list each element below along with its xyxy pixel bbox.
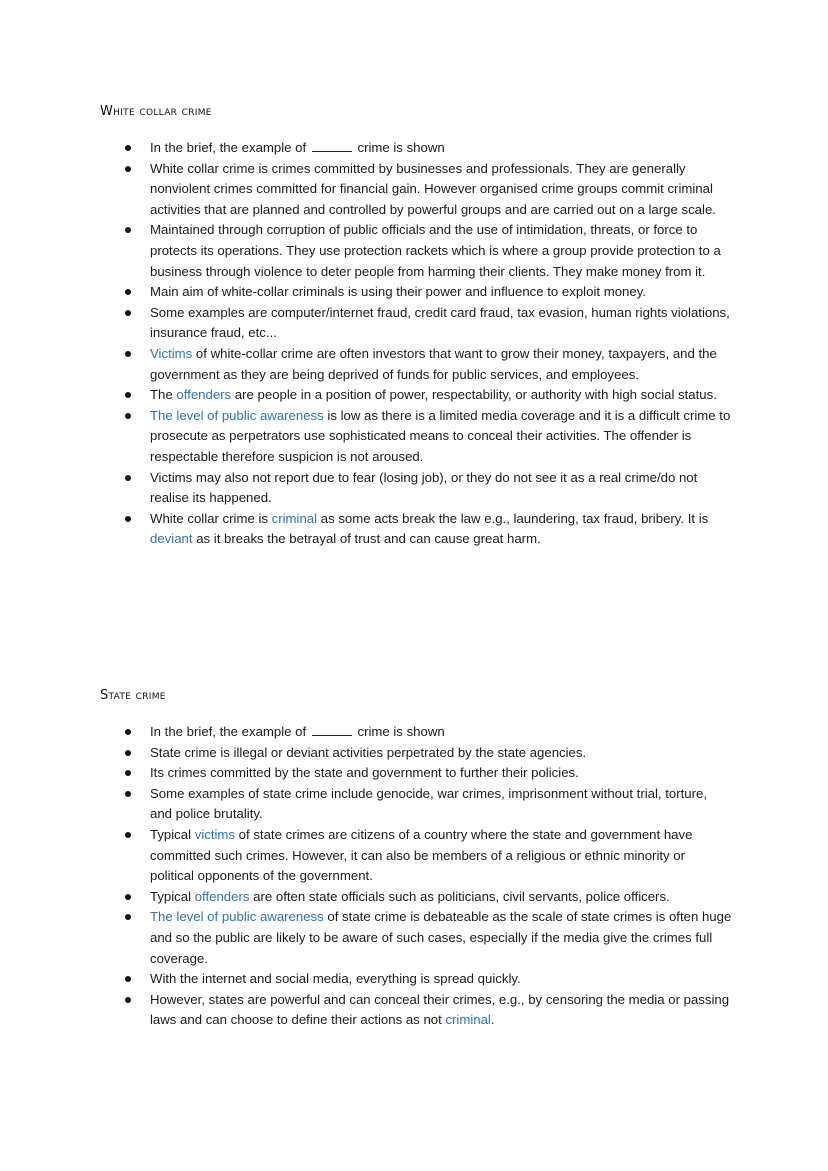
bullet-item — [122, 969, 732, 990]
bullet-dot-icon — [125, 289, 131, 295]
bullet-text: crime is shown — [353, 724, 445, 739]
bullet-dot-icon — [125, 310, 131, 316]
bullet-text: are people in a position of power, respectability, or authority with high social status. — [231, 387, 717, 403]
bullet-item — [122, 825, 732, 887]
bullet-text: White collar crime is — [150, 510, 272, 526]
bullet-dot-icon — [125, 166, 131, 172]
bullet-text: as it breaks the betrayal of trust and can cause great harm. — [192, 531, 541, 547]
bullet-dot-icon — [125, 997, 131, 1003]
bullet-text: White collar crime is crimes committed by businesses and professionals. They are generally nonviolent crimes committed for financial gain. However organised crime groups commit criminal activities that are planned and controlled by powerful groups and are carried out on a large scale. — [150, 160, 716, 217]
bullet-dot-icon — [125, 351, 131, 357]
bullet-item — [122, 303, 732, 344]
bullet-dot-icon — [125, 770, 131, 776]
bullet-text: crime is shown — [353, 140, 445, 155]
highlighted-term: criminal — [445, 1012, 491, 1028]
bullet-text: of state crimes are citizens of a country where the state and government have committed such crimes. However, it can also be members of a religious or ethnic minority or political opponents of the government. — [150, 826, 693, 884]
bullet-dot-icon — [125, 413, 131, 419]
bullet-text: Typical — [150, 888, 195, 904]
bullet-item — [122, 406, 732, 468]
bullet-item — [122, 763, 732, 784]
bullet-item — [122, 385, 732, 406]
bullet-dot-icon — [125, 976, 131, 982]
bullet-text: Some examples are computer/internet fraud, credit card fraud, tax evasion, human rights violations, insurance fraud, etc... — [150, 304, 730, 341]
bullet-item — [122, 907, 732, 969]
highlighted-term: offenders — [176, 387, 232, 403]
bullet-dot-icon — [125, 145, 131, 151]
bullet-dot-icon — [125, 894, 131, 900]
bullet-text: . — [490, 1012, 495, 1028]
bullet-text: Some examples of state crime include genocide, war crimes, imprisonment without trial, torture, and police brutality. — [150, 785, 708, 822]
white-collar-heading: White collar crime — [100, 104, 212, 119]
bullet-item — [122, 743, 732, 764]
highlighted-term: deviant — [150, 531, 193, 547]
highlighted-term: The level of public awareness — [150, 909, 324, 925]
highlighted-term: The level of public awareness — [150, 407, 324, 423]
bullet-dot-icon — [125, 227, 131, 233]
bullet-text: Victims may also not report due to fear (losing job), or they do not see it as a real crime/do not realise its happened. — [150, 469, 698, 506]
bullet-text: Main aim of white-collar criminals is using their power and influence to exploit money. — [150, 284, 646, 300]
bullet-text: Its crimes committed by the state and government to further their policies. — [150, 765, 579, 781]
highlighted-term: criminal — [271, 510, 318, 526]
bullet-dot-icon — [125, 791, 131, 797]
bullet-item — [122, 344, 732, 385]
bullet-item — [122, 784, 732, 825]
bullet-text: are often state officials such as politicians, civil servants, police officers. — [249, 888, 670, 904]
highlighted-term: offenders — [194, 888, 250, 904]
highlighted-term: victims — [194, 826, 236, 842]
bullet-dot-icon — [125, 392, 131, 398]
bullet-item — [122, 722, 732, 743]
bullet-dot-icon — [125, 832, 131, 838]
bullet-text: However, states are powerful and can conceal their crimes, e.g., by censoring the media or passing laws and can choose to define their actions as not — [150, 991, 730, 1028]
bullet-dot-icon — [125, 914, 131, 920]
fill-in-blank — [312, 723, 352, 736]
state-crime-bullet-list — [122, 722, 732, 1031]
highlighted-term: Victims — [150, 345, 193, 361]
white-collar-bullet-list — [122, 138, 732, 550]
bullet-item — [122, 509, 732, 550]
bullet-item — [122, 159, 732, 221]
bullet-item — [122, 468, 732, 509]
bullet-dot-icon — [125, 475, 131, 481]
bullet-text: The — [150, 387, 177, 403]
bullet-text: of state crime is debateable as the scale of state crimes is often huge and so the public are likely to be aware of such cases, especially if the media give the crimes full coverage. — [150, 909, 732, 966]
bullet-text: as some acts break the law e.g., laundering, tax fraud, bribery. It is — [317, 510, 709, 526]
bullet-item — [122, 220, 732, 282]
bullet-item — [122, 887, 732, 908]
bullet-item — [122, 990, 732, 1031]
bullet-text: State crime is illegal or deviant activities perpetrated by the state agencies. — [150, 744, 587, 760]
bullet-dot-icon — [125, 750, 131, 756]
bullet-text: Typical — [150, 826, 195, 842]
bullet-text: In the brief, the example of — [150, 724, 310, 739]
state-crime-heading: State crime — [100, 688, 166, 703]
fill-in-blank — [312, 139, 352, 152]
bullet-text: Maintained through corruption of public officials and the use of intimidation, threats, or force to protects its operations. They use protection rackets which is where a group provide protection to a business through violence to deter people from harming their clients. They make money from it. — [150, 222, 721, 279]
bullet-text: of white-collar crime are often investors that want to grow their money, taxpayers, and the government as they are being deprived of funds for public services, and employees. — [150, 345, 717, 382]
bullet-dot-icon — [125, 516, 131, 522]
bullet-item — [122, 282, 732, 303]
bullet-text: In the brief, the example of — [150, 140, 310, 155]
bullet-text: With the internet and social media, everything is spread quickly. — [150, 971, 521, 987]
bullet-item — [122, 138, 732, 159]
bullet-text: is low as there is a limited media coverage and it is a difficult crime to prosecute as perpetrators use sophisticated means to conceal their activities. The offender is respectable therefore suspicion is not aroused. — [150, 407, 731, 464]
bullet-dot-icon — [125, 729, 131, 735]
